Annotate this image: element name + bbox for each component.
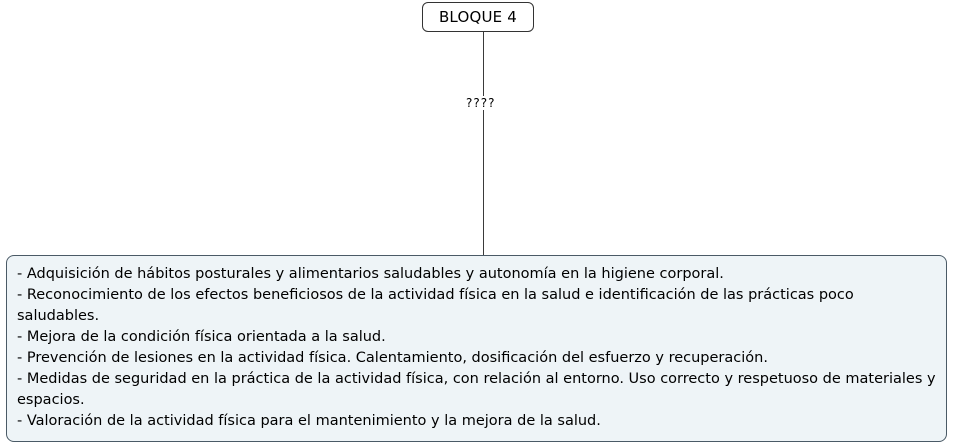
node-contenidos[interactable]: [6, 255, 947, 442]
node-bloque-4[interactable]: [422, 2, 534, 32]
edge-label: ????: [463, 96, 498, 110]
content-item: - Mejora de la condición física orientada a la salud.: [17, 329, 386, 345]
node-bloque-4-label: BLOQUE 4: [438, 8, 518, 26]
connector-line: [483, 32, 484, 256]
content-item: - Adquisición de hábitos posturales y alimentarios saludables y autonomía en la higiene corporal.: [17, 266, 724, 282]
content-item: - Valoración de la actividad física para el mantenimiento y la mejora de la salud.: [17, 413, 601, 429]
content-item: - Medidas de seguridad en la práctica de la actividad física, con relación al entorno. Uso correcto y respetuoso de materiales y espacios.: [17, 371, 936, 408]
content-item: - Prevención de lesiones en la actividad física. Calentamiento, dosificación del esfuerzo y recuperación.: [17, 350, 768, 366]
content-item: - Reconocimiento de los efectos beneficiosos de la actividad física en la salud e identificación de las prácticas poco saludables.: [17, 287, 854, 324]
